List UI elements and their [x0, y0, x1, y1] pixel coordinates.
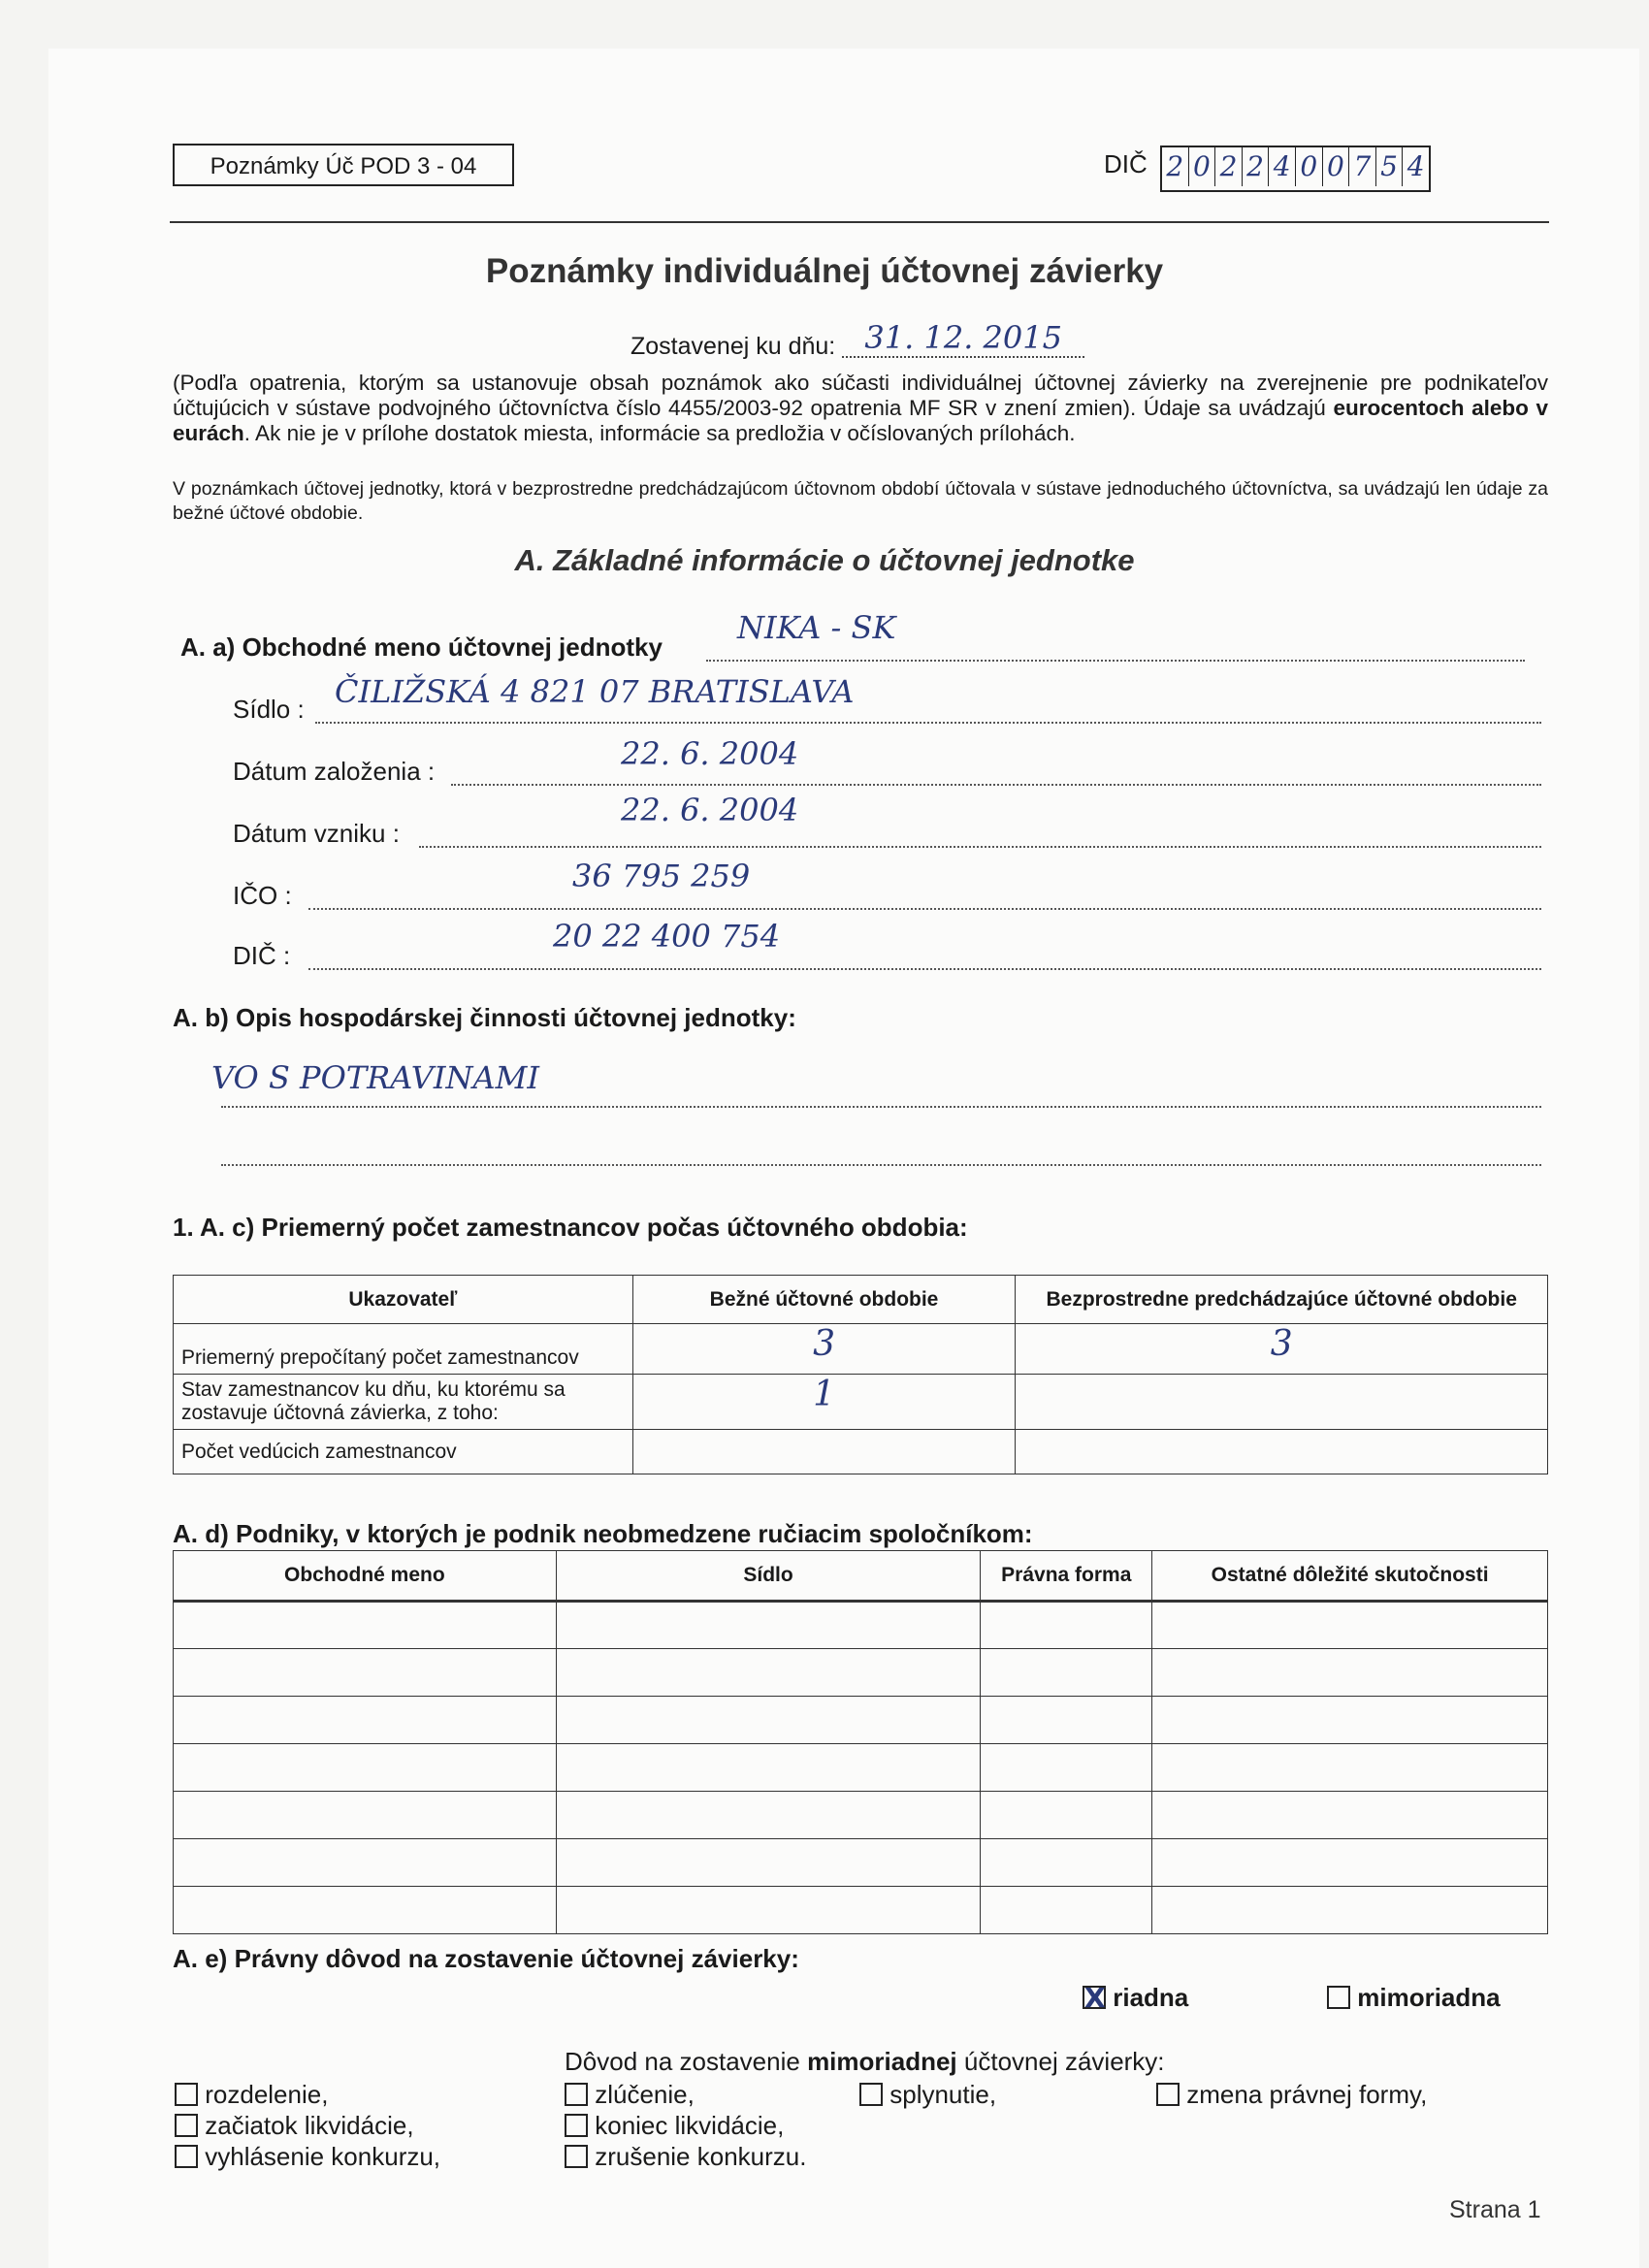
- option-label: zlúčenie,: [595, 2080, 695, 2109]
- ico-value[interactable]: 36 795 259: [572, 858, 751, 894]
- table-header-row: [174, 1276, 1548, 1324]
- riadna-option[interactable]: [1083, 1983, 1188, 2013]
- option-label: vyhlásenie konkurzu,: [205, 2142, 441, 2171]
- intro-text-1: (Podľa opatrenia, ktorým sa ustanovuje obsah poznámok ako súčasti individuálnej účtovnej závierky na zverejnenie pre podnikateľov účtujúcich v sústave podvojného účtovníctva číslo 4455/2003-92 opatrenia MF SR v znení zmien). Údaje sa uvádzajú: [173, 371, 1548, 420]
- compiled-date-label: Zostavenej ku dňu:: [630, 333, 836, 360]
- table-cell[interactable]: [556, 1792, 981, 1839]
- note-paragraph: V poznámkach účtovej jednotky, ktorá v bezprostredne predchádzajúcom účtovnom období účtovala v sústave jednoduchého účtovníctva, sa uvádzajú len údaje za bežné účtové obdobie.: [173, 478, 1548, 524]
- zalozenie-line: [451, 782, 1541, 786]
- dic-digit[interactable]: 0: [1296, 147, 1323, 186]
- header-divider: [170, 221, 1549, 223]
- header-dic-label: DIČ: [1104, 149, 1148, 178]
- aa-name-line: [706, 658, 1525, 662]
- table-cell-label: Počet vedúcich zamestnancov: [174, 1430, 633, 1474]
- table-header: Bezprostredne predchádzajúce účtovné obdobie: [1016, 1276, 1548, 1324]
- table-header: Ostatné dôležité skutočnosti: [1152, 1551, 1548, 1602]
- intro-text-bold: eurocentoch alebo v eurách: [173, 396, 1548, 445]
- table-cell[interactable]: [174, 1744, 557, 1792]
- compiled-date-row: [630, 319, 1084, 364]
- table-cell-label: Stav zamestnancov ku dňu, ku ktorému sa zostavuje účtovná závierka, z toho:: [174, 1375, 633, 1430]
- option-zrusenie[interactable]: [565, 2142, 806, 2172]
- reason-prefix: Dôvod na zostavenie: [565, 2047, 800, 2076]
- section-a-title: A. Základné informácie o účtovnej jednotke: [514, 543, 1135, 577]
- dic-digit[interactable]: 2: [1215, 147, 1243, 186]
- table-cell-previous[interactable]: 3: [1016, 1324, 1548, 1375]
- reason-bold: mimoriadnej: [807, 2047, 957, 2076]
- table-cell[interactable]: [556, 1697, 981, 1744]
- option-zlucenie[interactable]: [565, 2080, 695, 2110]
- table-cell[interactable]: [1152, 1839, 1548, 1887]
- checkbox[interactable]: [175, 2083, 198, 2106]
- vznik-line: [419, 844, 1541, 848]
- mimoriadna-checkbox[interactable]: [1327, 1986, 1350, 2009]
- option-label: zrušenie konkurzu.: [595, 2142, 807, 2171]
- ad-label: A. d) Podniky, v ktorých je podnik neobmedzene ručiacim spoločníkom:: [173, 1519, 1033, 1548]
- table-cell-current[interactable]: [632, 1430, 1016, 1474]
- table-row: [174, 1839, 1548, 1887]
- table-cell[interactable]: [556, 1649, 981, 1697]
- aa-dic-line: [308, 966, 1541, 970]
- table-cell-previous[interactable]: [1016, 1430, 1548, 1474]
- intro-paragraph: [173, 371, 1548, 446]
- table-cell[interactable]: [174, 1887, 557, 1934]
- page-title: Poznámky individuálnej účtovnej závierky: [485, 252, 1164, 290]
- table-cell-previous[interactable]: [1016, 1375, 1548, 1430]
- riadna-checkbox[interactable]: [1083, 1986, 1106, 2009]
- option-label: koniec likvidácie,: [595, 2111, 785, 2140]
- table-cell[interactable]: [981, 1649, 1152, 1697]
- table-cell[interactable]: [556, 1887, 981, 1934]
- dic-digit[interactable]: 7: [1349, 147, 1376, 186]
- ae-label: A. e) Právny dôvod na zostavenie účtovnej závierky:: [173, 1944, 799, 1973]
- ac-label: 1. A. c) Priemerný počet zamestnancov počas účtovného obdobia:: [173, 1213, 968, 1242]
- dic-digit[interactable]: 0: [1323, 147, 1350, 186]
- table-row: [174, 1375, 1548, 1430]
- table-header: Právna forma: [981, 1551, 1152, 1602]
- dic-digit[interactable]: 2: [1162, 147, 1189, 186]
- table-row: [174, 1602, 1548, 1649]
- table-row: [174, 1744, 1548, 1792]
- table-cell[interactable]: [1152, 1602, 1548, 1649]
- table-cell[interactable]: [1152, 1649, 1548, 1697]
- option-zaciatok[interactable]: [175, 2111, 414, 2141]
- option-splynutie[interactable]: [859, 2080, 996, 2110]
- partners-table: [173, 1550, 1548, 1934]
- table-row: [174, 1324, 1548, 1375]
- zalozenie-label: Dátum založenia :: [233, 757, 436, 786]
- checkbox[interactable]: [565, 2114, 588, 2137]
- option-label: splynutie,: [889, 2080, 997, 2109]
- table-row: [174, 1697, 1548, 1744]
- ico-label: IČO :: [233, 881, 292, 910]
- sidlo-label: Sídlo :: [233, 695, 305, 724]
- mimoriadna-option[interactable]: [1327, 1983, 1501, 2013]
- checkbox[interactable]: [565, 2145, 588, 2168]
- table-cell[interactable]: [981, 1602, 1152, 1649]
- aa-dic-label: DIČ :: [233, 941, 291, 970]
- dic-digit[interactable]: 5: [1376, 147, 1404, 186]
- table-cell-current[interactable]: 3: [632, 1324, 1016, 1375]
- sidlo-value[interactable]: ČILIŽSKÁ 4 821 07 BRATISLAVA: [335, 673, 855, 710]
- table-header: Obchodné meno: [174, 1551, 557, 1602]
- ab-value[interactable]: VO S POTRAVINAMI: [211, 1059, 540, 1096]
- table-cell[interactable]: [556, 1744, 981, 1792]
- aa-label: A. a) Obchodné meno účtovnej jednotky: [180, 632, 663, 662]
- table-cell[interactable]: [981, 1887, 1152, 1934]
- table-cell[interactable]: [981, 1697, 1152, 1744]
- aa-name-value[interactable]: NIKA - SK: [737, 609, 896, 646]
- table-row: [174, 1792, 1548, 1839]
- table-cell[interactable]: [556, 1839, 981, 1887]
- sidlo-line: [315, 720, 1541, 724]
- table-cell[interactable]: [174, 1792, 557, 1839]
- table-header: Ukazovateľ: [174, 1276, 633, 1324]
- table-header: Sídlo: [556, 1551, 981, 1602]
- riadna-label: riadna: [1113, 1983, 1189, 2012]
- dic-digit[interactable]: 2: [1243, 147, 1270, 186]
- option-vyhlasenie[interactable]: [175, 2142, 440, 2172]
- table-header-row: [174, 1551, 1548, 1602]
- dic-digit[interactable]: 4: [1269, 147, 1296, 186]
- table-cell-current[interactable]: 1: [632, 1375, 1016, 1430]
- mimoriadna-label: mimoriadna: [1357, 1983, 1501, 2012]
- page-number: Strana 1: [1449, 2196, 1541, 2223]
- checkbox[interactable]: [175, 2145, 198, 2168]
- table-cell[interactable]: [1152, 1792, 1548, 1839]
- vznik-label: Dátum vzniku :: [233, 819, 400, 848]
- option-zmena[interactable]: [1156, 2080, 1427, 2110]
- checkbox[interactable]: [175, 2114, 198, 2137]
- option-label: začiatok likvidácie,: [205, 2111, 414, 2140]
- table-cell[interactable]: [981, 1744, 1152, 1792]
- ab-line-2: [221, 1162, 1541, 1166]
- reason-suffix: účtovnej závierky:: [963, 2047, 1165, 2076]
- ab-label: A. b) Opis hospodárskej činnosti účtovnej jednotky:: [173, 1003, 796, 1032]
- option-label: rozdelenie,: [205, 2080, 329, 2109]
- vznik-value[interactable]: 22. 6. 2004: [621, 792, 799, 828]
- table-cell[interactable]: [1152, 1744, 1548, 1792]
- table-cell[interactable]: [981, 1839, 1152, 1887]
- option-rozdelenie[interactable]: [175, 2080, 328, 2110]
- option-koniec[interactable]: [565, 2111, 784, 2141]
- option-label: zmena právnej formy,: [1186, 2080, 1428, 2109]
- table-row: [174, 1430, 1548, 1474]
- table-cell[interactable]: [981, 1792, 1152, 1839]
- compiled-date-value[interactable]: 31. 12. 2015: [842, 319, 1084, 358]
- form-code-box: Poznámky Úč POD 3 - 04: [173, 144, 514, 186]
- intro-text-2: . Ak nie je v prílohe dostatok miesta, informácie sa predložia v očíslovaných prílohách.: [243, 421, 1076, 445]
- employees-table: [173, 1275, 1548, 1474]
- zalozenie-value[interactable]: 22. 6. 2004: [621, 735, 799, 772]
- reason-heading: [565, 2047, 1165, 2077]
- table-header: Bežné účtovné obdobie: [632, 1276, 1016, 1324]
- table-row: [174, 1649, 1548, 1697]
- table-cell[interactable]: [1152, 1887, 1548, 1934]
- table-cell[interactable]: [556, 1602, 981, 1649]
- table-cell[interactable]: [1152, 1697, 1548, 1744]
- dic-digit[interactable]: 0: [1189, 147, 1216, 186]
- table-cell[interactable]: [174, 1697, 557, 1744]
- ab-line-1: [221, 1104, 1541, 1108]
- header-dic-boxes: [1160, 146, 1431, 192]
- table-row: [174, 1887, 1548, 1934]
- table-cell[interactable]: [174, 1649, 557, 1697]
- checkbox[interactable]: [1156, 2083, 1180, 2106]
- checkbox[interactable]: [859, 2083, 883, 2106]
- dic-digit[interactable]: 4: [1406, 150, 1425, 182]
- table-cell-label: Priemerný prepočítaný počet zamestnancov: [174, 1324, 633, 1375]
- checkbox[interactable]: [565, 2083, 588, 2106]
- table-cell[interactable]: [174, 1839, 557, 1887]
- ico-line: [308, 906, 1541, 910]
- table-cell[interactable]: [174, 1602, 557, 1649]
- aa-dic-value[interactable]: 20 22 400 754: [553, 918, 781, 955]
